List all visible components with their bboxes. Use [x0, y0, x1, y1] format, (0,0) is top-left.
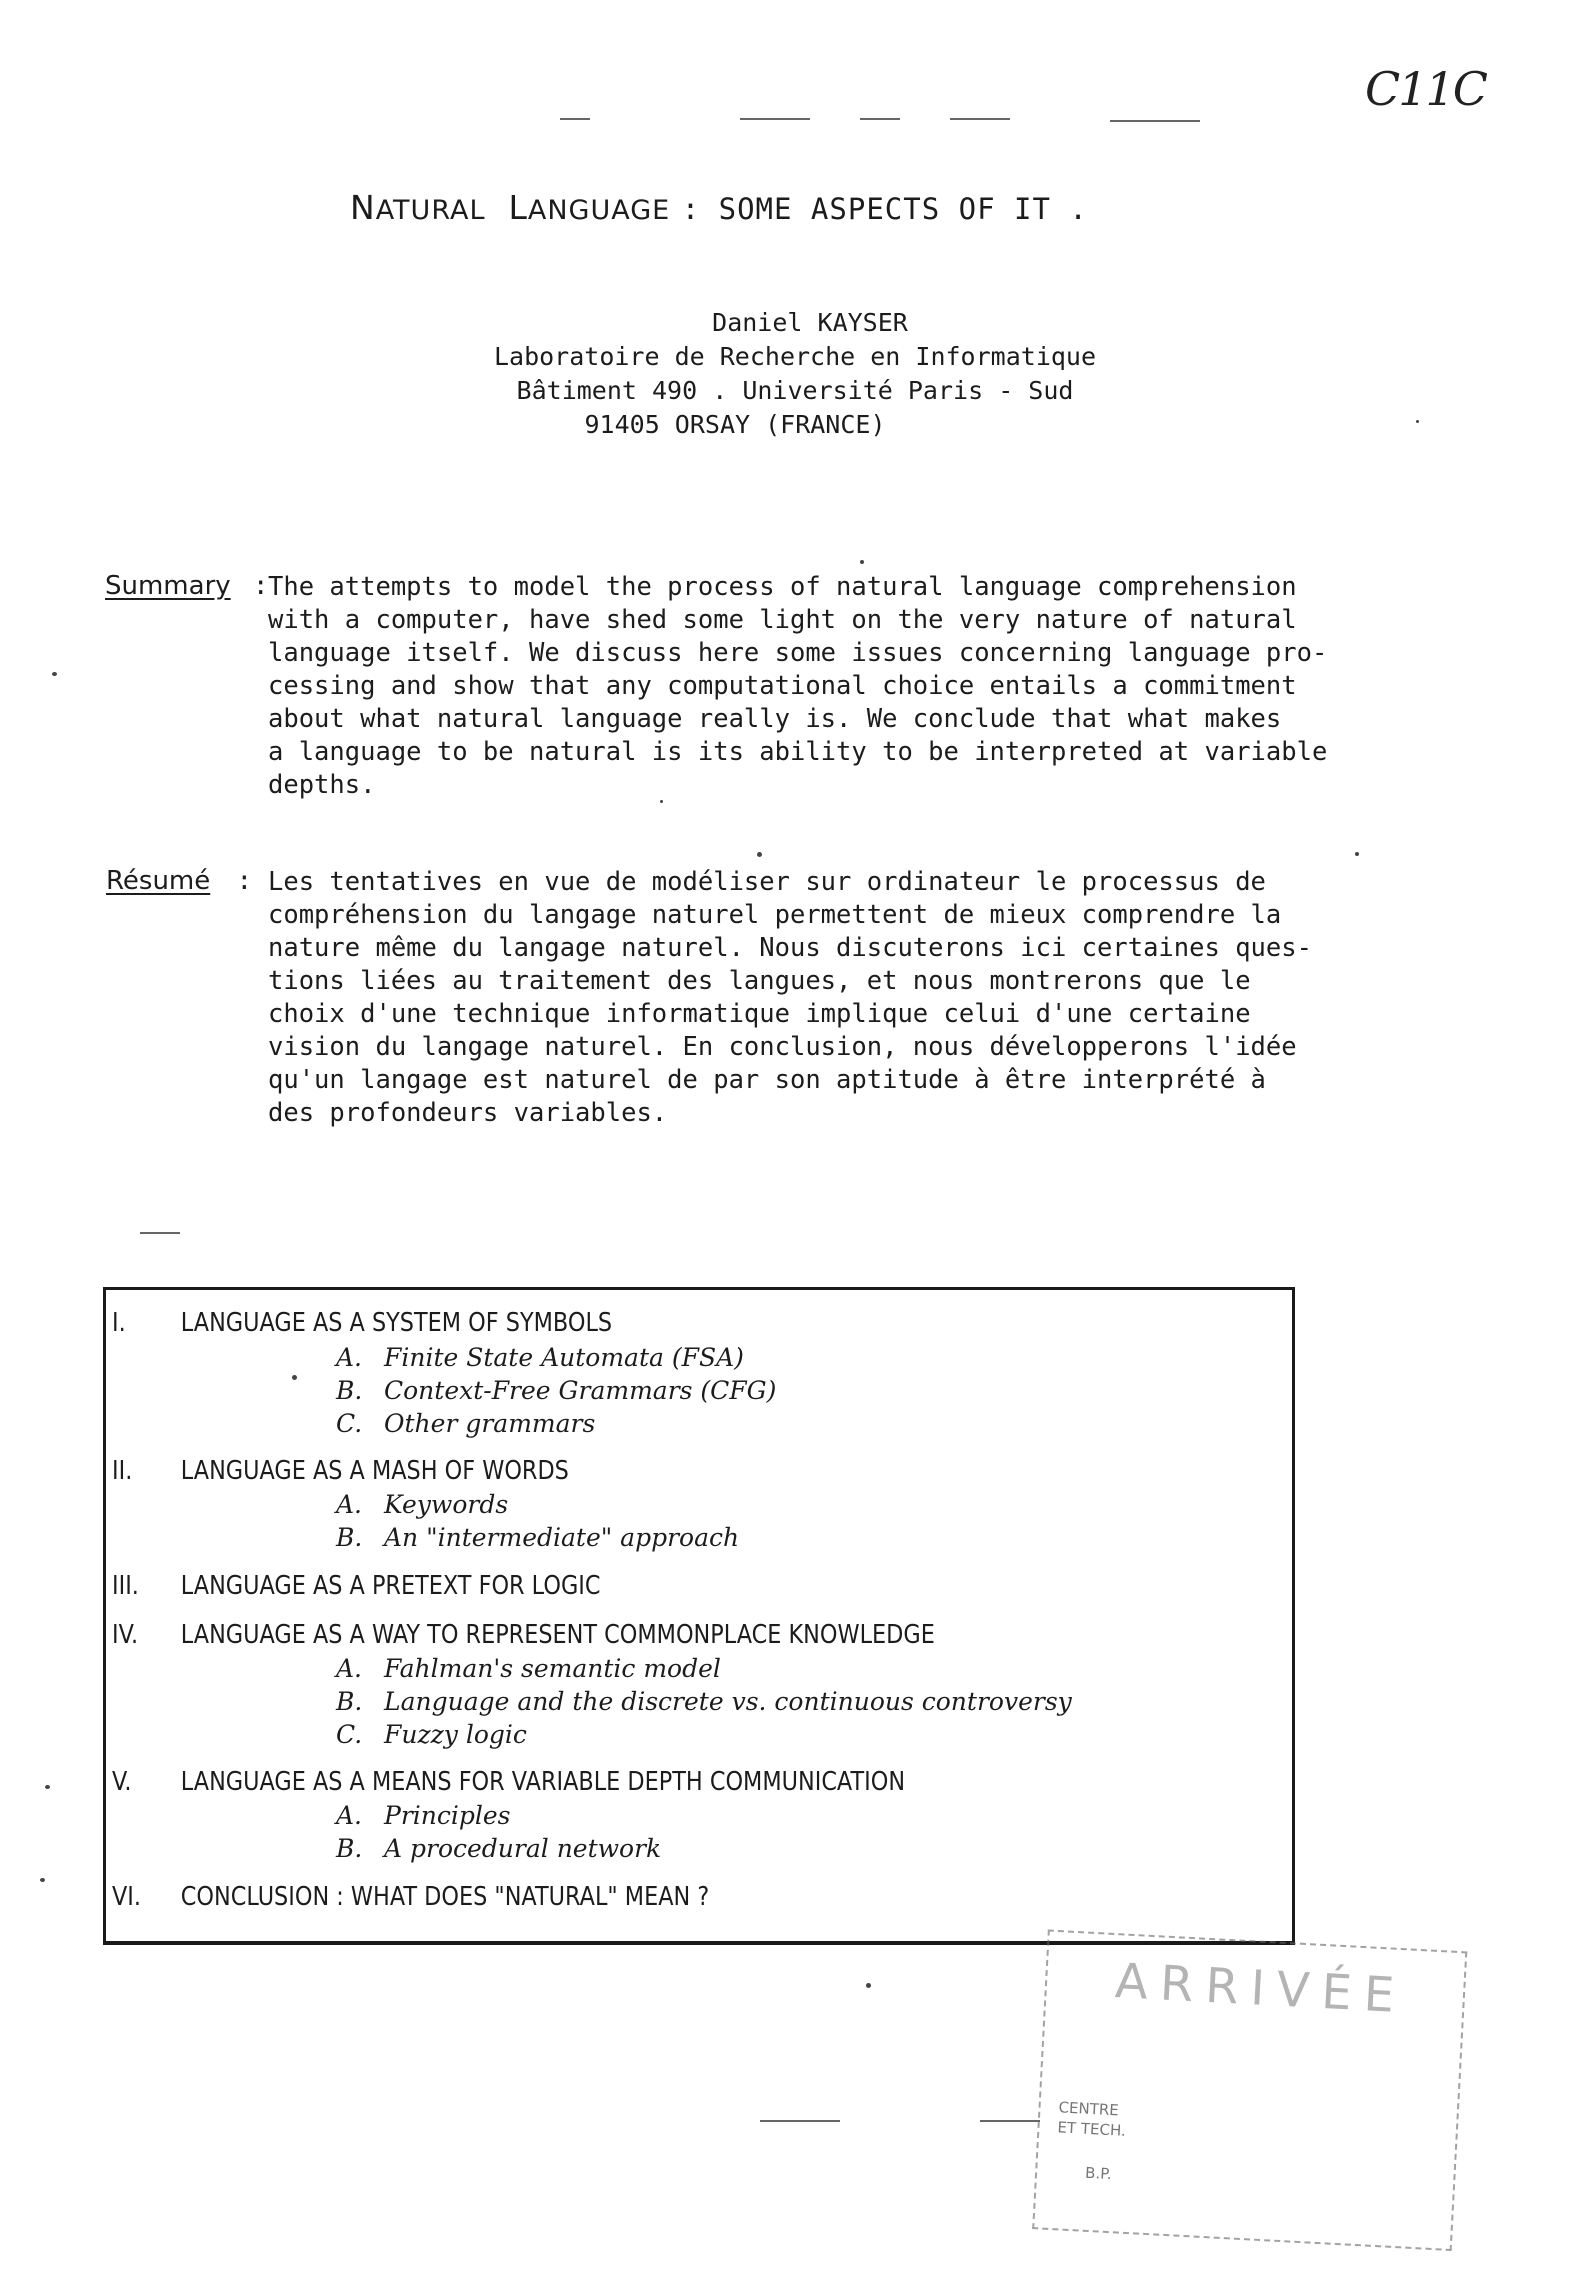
- resume-label: [106, 866, 252, 896]
- summary-line: a language to be natural is its ability to be interpreted at variable: [268, 737, 1328, 767]
- scan-speck: [860, 560, 864, 564]
- scan-speck: [660, 800, 663, 803]
- resume-line: choix d'une technique informatique implique celui d'une certaine: [268, 999, 1251, 1029]
- resume-line: Les tentatives en vue de modéliser sur ordinateur le processus de: [268, 867, 1266, 897]
- scan-artifact: [140, 1232, 180, 1234]
- handwritten-reference-mark: C11C: [1365, 62, 1486, 116]
- toc-sub-text: Fahlman's semantic model: [384, 1654, 721, 1683]
- scan-speck: [1416, 420, 1419, 423]
- toc-section-3: [112, 1571, 600, 1601]
- toc-subsection: [336, 1523, 739, 1552]
- paper-title: [350, 188, 1088, 227]
- summary-separator: :: [252, 571, 269, 601]
- summary-line: depths.: [268, 770, 376, 800]
- toc-subsection: [336, 1834, 661, 1863]
- toc-section-title: CONCLUSION : WHAT DOES "NATURAL" MEAN ?: [180, 1882, 710, 1912]
- toc-sub-text: Other grammars: [384, 1409, 596, 1438]
- toc-subsection: [336, 1801, 511, 1830]
- scan-speck: [866, 1983, 871, 1988]
- toc-section-6: [112, 1882, 709, 1912]
- author-lab: Laboratoire de Recherche en Informatique: [493, 342, 1097, 371]
- toc-section-4: [112, 1620, 935, 1650]
- toc-sub-letter: B.: [336, 1376, 363, 1405]
- scan-speck: [45, 1785, 50, 1789]
- toc-sub-text: Finite State Automata (FSA): [384, 1343, 744, 1372]
- table-of-contents: [103, 1287, 1295, 1945]
- toc-subsection: [336, 1720, 527, 1749]
- stamp-heading: ARRIVÉE: [1113, 1953, 1408, 2025]
- resume-line: vision du langage naturel. En conclusion, nous développerons l'idée: [268, 1032, 1297, 1062]
- scan-artifact: [1110, 120, 1200, 122]
- stamp-line: CENTRE: [1058, 2098, 1120, 2120]
- summary-label: [105, 571, 269, 601]
- resume-line: compréhension du langage naturel permettent de mieux comprendre la: [268, 900, 1282, 930]
- title-word-natural-rest: ATURAL: [375, 195, 486, 226]
- toc-section-title: LANGUAGE AS A PRETEXT FOR LOGIC: [180, 1571, 601, 1601]
- resume-line: tions liées au traitement des langues, et nous montrerons que le: [268, 966, 1251, 996]
- toc-subsection: [336, 1490, 508, 1519]
- toc-sub-text: Fuzzy logic: [384, 1720, 527, 1749]
- author-city: 91405 ORSAY (FRANCE): [584, 410, 886, 439]
- scan-speck: [1355, 852, 1359, 856]
- scan-artifact: [860, 118, 900, 120]
- archive-stamp: [1012, 1908, 1479, 2261]
- toc-sub-letter: A.: [336, 1490, 363, 1519]
- summary-label-text: Summary: [105, 571, 231, 601]
- toc-subsection: [336, 1409, 595, 1438]
- toc-sub-text: Principles: [384, 1801, 511, 1830]
- scan-speck: [40, 1878, 45, 1882]
- summary-line: with a computer, have shed some light on the very nature of natural: [268, 605, 1297, 635]
- resume-text: [268, 866, 1398, 1130]
- toc-sub-letter: C.: [336, 1720, 363, 1749]
- scan-artifact: [980, 2120, 1040, 2122]
- toc-subsection: [336, 1654, 721, 1683]
- toc-section-number: III.: [112, 1571, 139, 1601]
- summary-line: language itself. We discuss here some issues concerning language pro-: [268, 638, 1328, 668]
- resume-line: nature même du langage naturel. Nous discuterons ici certaines ques-: [268, 933, 1312, 963]
- toc-sub-text: An "intermediate" approach: [384, 1523, 740, 1552]
- resume-line: des profondeurs variables.: [268, 1098, 668, 1128]
- summary-line: The attempts to model the process of natural language comprehension: [268, 572, 1297, 602]
- scan-speck: [757, 852, 762, 857]
- resume-label-text: Résumé: [106, 866, 211, 896]
- toc-section-number: II.: [112, 1456, 133, 1486]
- stamp-line: B.P.: [1084, 2163, 1113, 2184]
- toc-section-number: VI.: [112, 1882, 141, 1912]
- resume-separator: :: [236, 866, 253, 896]
- scan-speck: [292, 1375, 297, 1380]
- summary-line: about what natural language really is. We conclude that what makes: [268, 704, 1282, 734]
- toc-sub-letter: B.: [336, 1687, 363, 1716]
- title-subtitle: : SOME ASPECTS OF IT .: [681, 192, 1088, 226]
- toc-section-title: LANGUAGE AS A MASH OF WORDS: [180, 1456, 569, 1486]
- toc-section-title: LANGUAGE AS A SYSTEM OF SYMBOLS: [180, 1308, 613, 1338]
- scan-artifact: [950, 118, 1010, 120]
- title-initial-n: N: [350, 188, 376, 227]
- title-word-language-rest: ANGUAGE: [527, 195, 671, 226]
- summary-text: [268, 571, 1398, 802]
- toc-section-title: LANGUAGE AS A MEANS FOR VARIABLE DEPTH COMMUNICATION: [180, 1767, 906, 1797]
- summary-line: cessing and show that any computational choice entails a commitment: [268, 671, 1297, 701]
- toc-sub-letter: A.: [336, 1654, 363, 1683]
- toc-sub-text: Keywords: [384, 1490, 509, 1519]
- stamp-line: ET TECH.: [1057, 2118, 1127, 2140]
- scan-artifact: [560, 118, 590, 120]
- author-block: [0, 306, 1590, 442]
- toc-sub-letter: B.: [336, 1834, 363, 1863]
- toc-section-number: I.: [112, 1308, 126, 1338]
- toc-sub-text: Language and the discrete vs. continuous controversy: [384, 1687, 1072, 1716]
- resume-line: qu'un langage est naturel de par son aptitude à être interprété à: [268, 1065, 1266, 1095]
- toc-section-number: IV.: [112, 1620, 139, 1650]
- toc-section-number: V.: [112, 1767, 132, 1797]
- title-initial-l: L: [508, 188, 528, 227]
- author-name: Daniel KAYSER: [712, 308, 908, 337]
- toc-sub-letter: A.: [336, 1801, 363, 1830]
- toc-sub-letter: A.: [336, 1343, 363, 1372]
- scan-artifact: [740, 118, 810, 120]
- toc-sub-text: A procedural network: [384, 1834, 662, 1863]
- scan-artifact: [760, 2120, 840, 2122]
- toc-sub-text: Context-Free Grammars (CFG): [384, 1376, 777, 1405]
- toc-section-title: LANGUAGE AS A WAY TO REPRESENT COMMONPLACE KNOWLEDGE: [180, 1620, 935, 1650]
- toc-subsection: [336, 1376, 776, 1405]
- author-address: Bâtiment 490 . Université Paris - Sud: [516, 376, 1074, 405]
- toc-section-1: [112, 1308, 612, 1338]
- scan-speck: [52, 672, 57, 676]
- toc-sub-letter: B.: [336, 1523, 363, 1552]
- toc-sub-letter: C.: [336, 1409, 363, 1438]
- toc-section-2: [112, 1456, 569, 1486]
- toc-subsection: [336, 1343, 744, 1372]
- toc-section-5: [112, 1767, 905, 1797]
- toc-subsection: [336, 1687, 1072, 1716]
